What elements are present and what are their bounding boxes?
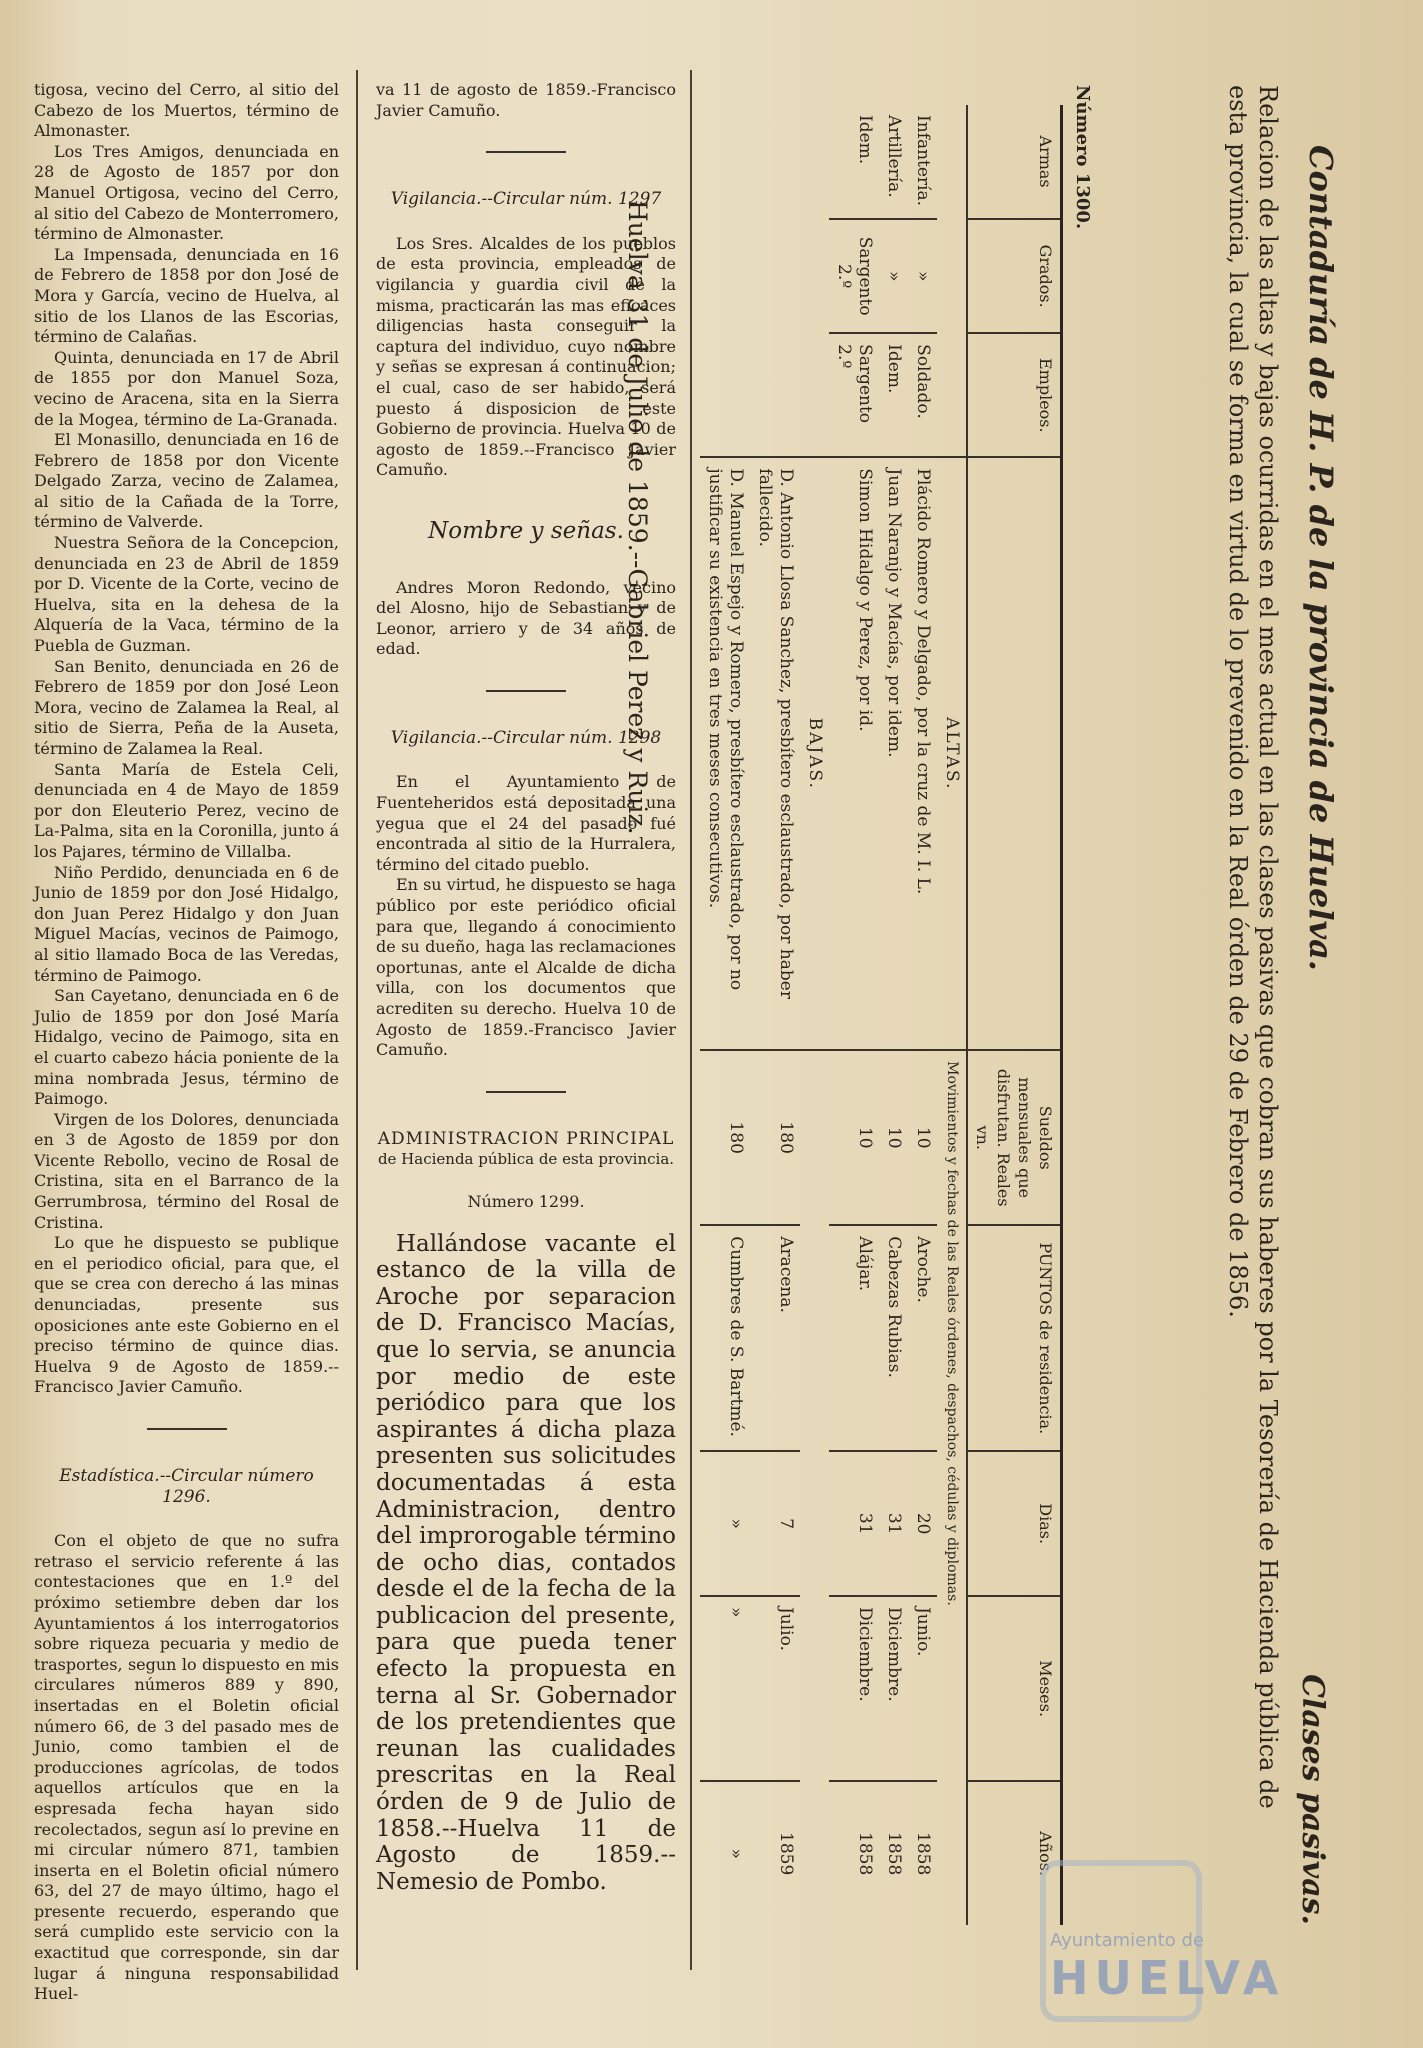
relation-table bbox=[700, 105, 1063, 1925]
altas-label: ALTAS. bbox=[937, 457, 967, 1050]
movements-header: Movimientos y fechas de las Reales órdenes, despachos, cédulas y diplomas. bbox=[937, 1050, 967, 1925]
divider bbox=[486, 1091, 566, 1093]
paragraph: En su virtud, he dispuesto se haga público por este periódico oficial para que, llegando á conocimiento de su dueño, haga las reclamaciones oportunas, ante el Alcalde de dicha villa, con los documentos que acrediten su derecho. Huelva 10 de Agosto de 1859.-Francisco Javier Camuño. bbox=[376, 875, 676, 1060]
rotated-relation-section bbox=[623, 85, 1340, 1965]
table-row: Infantería. » Soldado. Plácido Romero y Delgado, por la cruz de M. I. L. 10 Aroche. 20 Junio. 1858 bbox=[908, 105, 937, 1925]
section-heading: Estadística.--Circular número 1296. bbox=[59, 1466, 314, 1507]
paragraph: Virgen de los Dolores, denunciada en 3 de Agosto de 1859 por don Vicente Rebollo, vecino de Rosal de Cristina, sita en el Barranco de la Gerrumbrosa, término del Rosal de Cristina. bbox=[34, 1109, 339, 1232]
table-row: D. Antonio Llosa Sanchez, presbítero esclaustrado, por haber fallecido. 180 Aracena. 7 Julio. 1859 bbox=[750, 105, 800, 1925]
paragraph: tigosa, vecino del Cerro, al sitio del Cabezo de los Muertos, término de Almonaster. bbox=[34, 80, 339, 141]
paragraph: Lo que he dispuesto se publique en el periodico oficial, para que, el que se crea con derecho á las minas denunciadas, presente sus oposiciones ante este Gobierno en el preciso término de quince dias. Huelva 9 de Agosto de 1859.--Francisco Javier Camuño. bbox=[34, 1233, 339, 1397]
paragraph: La Impensada, denunciada en 16 de Febrero de 1858 por don José de Mora y García, vecino de Huelva, al sitio de los Llanos de las Escorias, término de Calañas. bbox=[34, 244, 339, 347]
table-row: Idem. Sargento 2.º Sargento 2.º Simon Hidalgo y Perez, por id. 10 Alájar. 31 Diciembre. 1858 bbox=[829, 105, 879, 1925]
paragraph: San Benito, denunciada en 26 de Febrero de 1859 por don José Leon Mora, vecino de Zalamea la Real, al sitio de Sierra, Peña de la Auseta, término de Zalamea la Real. bbox=[34, 656, 339, 758]
table-header-row bbox=[967, 105, 1062, 1925]
divider bbox=[147, 1428, 227, 1430]
section-subheading: de Hacienda pública de esta provincia. bbox=[377, 1150, 675, 1169]
table-row bbox=[937, 105, 967, 1925]
text-column-left bbox=[34, 80, 339, 2005]
paragraph: Quinta, denunciada en 17 de Abril de 1855 por don Manuel Soza, vecino de Aracena, sita en la Sierra de la Mogea, término de La-Granada. bbox=[34, 347, 339, 429]
section-heading: Nombre y señas. bbox=[428, 517, 624, 544]
paragraph: San Cayetano, denunciada en 6 de Julio de 1859 por don José María Hidalgo, vecino de Paimogo, sita en el cuarto cabezo hácia poniente de la mina nombrada Jesus, término de Paimogo. bbox=[34, 986, 339, 1109]
column-header: Armas bbox=[967, 105, 1062, 219]
paragraph: En el Ayuntamiento de Fuenteheridos está depositada una yegua que el 24 del pasado fué encontrada al sitio de la Hurralera, término del citado pueblo. bbox=[376, 772, 676, 874]
table-row bbox=[800, 105, 829, 1925]
paragraph: Andres Moron Redondo, vecino del Alosno, hijo de Sebastian y de Leonor, arriero y de 34 años de edad. bbox=[376, 577, 676, 659]
section-heading: Vigilancia.--Circular núm. 1297 bbox=[390, 189, 662, 210]
column-separator bbox=[356, 70, 358, 1970]
divider bbox=[486, 690, 566, 692]
column-header: Meses. bbox=[967, 1596, 1062, 1781]
paragraph: El Monasillo, denunciada en 16 de Febrero de 1858 por don Vicente Delgado Zarza, vecino de Zalamea, al sitio de la Cañada de la Torre, término de Valverde. bbox=[34, 430, 339, 532]
paragraph: Nuestra Señora de la Concepcion, denunciada en 23 de Abril de 1859 por D. Vicente de la Corte, vecino de Huelva, sita en la dehesa de la Alquería de la Vaca, término de la Puebla de Guzman. bbox=[34, 533, 339, 656]
section-heading: ADMINISTRACION PRINCIPAL bbox=[377, 1128, 675, 1149]
section-title: Contaduría de H. P. de la provincia de Huelva. bbox=[1302, 145, 1340, 971]
watermark-line: Ayuntamiento de bbox=[1050, 1930, 1204, 1951]
bajas-label: BAJAS. bbox=[800, 457, 829, 1050]
notice-number: Número 1299. bbox=[467, 1191, 585, 1211]
table-row: D. Manuel Espejo y Romero, presbítero esclaustrado, por no justificar su existencia en tres meses consecutivos. 180 Cumbres de S. Bartmé. » » » bbox=[700, 105, 750, 1925]
paragraph: Niño Perdido, denunciada en 6 de Junio de 1859 por don José Hidalgo, don Juan Perez Hidalgo y don Juan Miguel Macías, vecinos de Paimogo, al sitio llamado Boca de las Veredas, término de Paimogo. bbox=[34, 862, 339, 985]
column-header bbox=[967, 457, 1062, 1050]
column-header: Dias. bbox=[967, 1451, 1062, 1596]
section-label: Clases pasivas. bbox=[1295, 1674, 1330, 1925]
watermark bbox=[1050, 1930, 1284, 2005]
column-header: Empleos. bbox=[967, 333, 1062, 457]
paragraph: Con el objeto de que no sufra retraso el servicio referente á las contestaciones que en 1.º del próximo setiembre deben dar los Ayuntamientos á los interrogatorios sobre riqueza pecuaria y medio de trasportes, segun lo dispuesto en mis circulares números 889 y 890, insertadas en el Boletin oficial número 66, de 3 del pasado mes de Junio, como tambien el de producciones agrícolas, de todos aquellos artículos que en la espresada fecha hayan sido recolectados, segun así lo previne en mi circular número 871, tambien inserta en el Boletin oficial número 63, del 27 de mayo último, hago el presente recuerdo, esperando que será cumplido este servicio con la exactitud que corresponde, sin dar lugar á ninguna responsabilidad Huel- bbox=[34, 1531, 339, 2004]
column-header: Años. bbox=[967, 1781, 1062, 1925]
paragraph: Santa María de Estela Celi, denunciada en 4 de Mayo de 1859 por don Eleuterio Perez, vecino de La-Palma, sita en la Coronilla, junto á los Pajares, término de Villalba. bbox=[34, 759, 339, 861]
paragraph: Los Sres. Alcaldes de los pueblos de esta provincia, empleados de vigilancia y guardia civil de la misma, practicarán las mas eficaces diligencias hasta conseguir la captura del individuo, cuyo nombre y señas se expresan á continuacion; el cual, caso de ser habido, será puesto á disposicion de este Gobierno de provincia. Huelva 10 de agosto de 1859.--Francisco Javier Camuño. bbox=[376, 233, 676, 480]
section-heading: Vigilancia.--Circular núm. 1298 bbox=[390, 727, 662, 748]
paragraph: Hallándose vacante el estanco de la villa de Aroche por separacion de D. Francisco Macías, que lo servia, se anuncia por medio de este periódico para que los aspirantes á dicha plaza presenten sus solicitudes documentadas á esta Administracion, dentro del improrogable término de ocho dias, contados desde el de la fecha de la publicacion del presente, para que pueda tener efecto la propuesta en terna al Sr. Gobernador de los pretendientes que reunan las cualidades prescritas en la Real órden de 9 de Julio de 1858.--Huelva 11 de Agosto de 1859.--Nemesio de Pombo. bbox=[376, 1230, 676, 1895]
divider bbox=[486, 151, 566, 153]
watermark-line: HUELVA bbox=[1050, 1951, 1285, 2005]
signature-line: Huelva 31 de Julio de 1859.--Gabriel Perez y Ruiz. bbox=[623, 200, 652, 835]
column-header: Sueldos mensuales que disfrutan. Reales vn. bbox=[967, 1050, 1062, 1225]
paragraph: va 11 de agosto de 1859.-Francisco Javier Camuño. bbox=[376, 80, 676, 120]
notice-number: Número 1300. bbox=[1072, 85, 1093, 230]
column-header: Grados. bbox=[967, 219, 1062, 333]
paragraph: Los Tres Amigos, denunciada en 28 de Agosto de 1857 por don Manuel Ortigosa, vecino del Cerro, al sitio del Cabezo de Monterromero, término de Almonaster. bbox=[34, 141, 339, 244]
table-row: Artillería. » Idem. Juan Naranjo y Macías, por idem. 10 Cabezas Rubias. 31 Diciembre. 1858 bbox=[879, 105, 908, 1925]
column-header: PUNTOS de residencia. bbox=[967, 1225, 1062, 1451]
relation-intro: Relacion de las altas y bajas ocurridas en el mes actual en las clases pasivas que cobran sus haberes por la Tesorería de Hacienda pública de esta provincia, la cual se forma en virtud de lo prevenido en la Real órden de 29 de Febrero de 1856. bbox=[1224, 85, 1282, 1809]
